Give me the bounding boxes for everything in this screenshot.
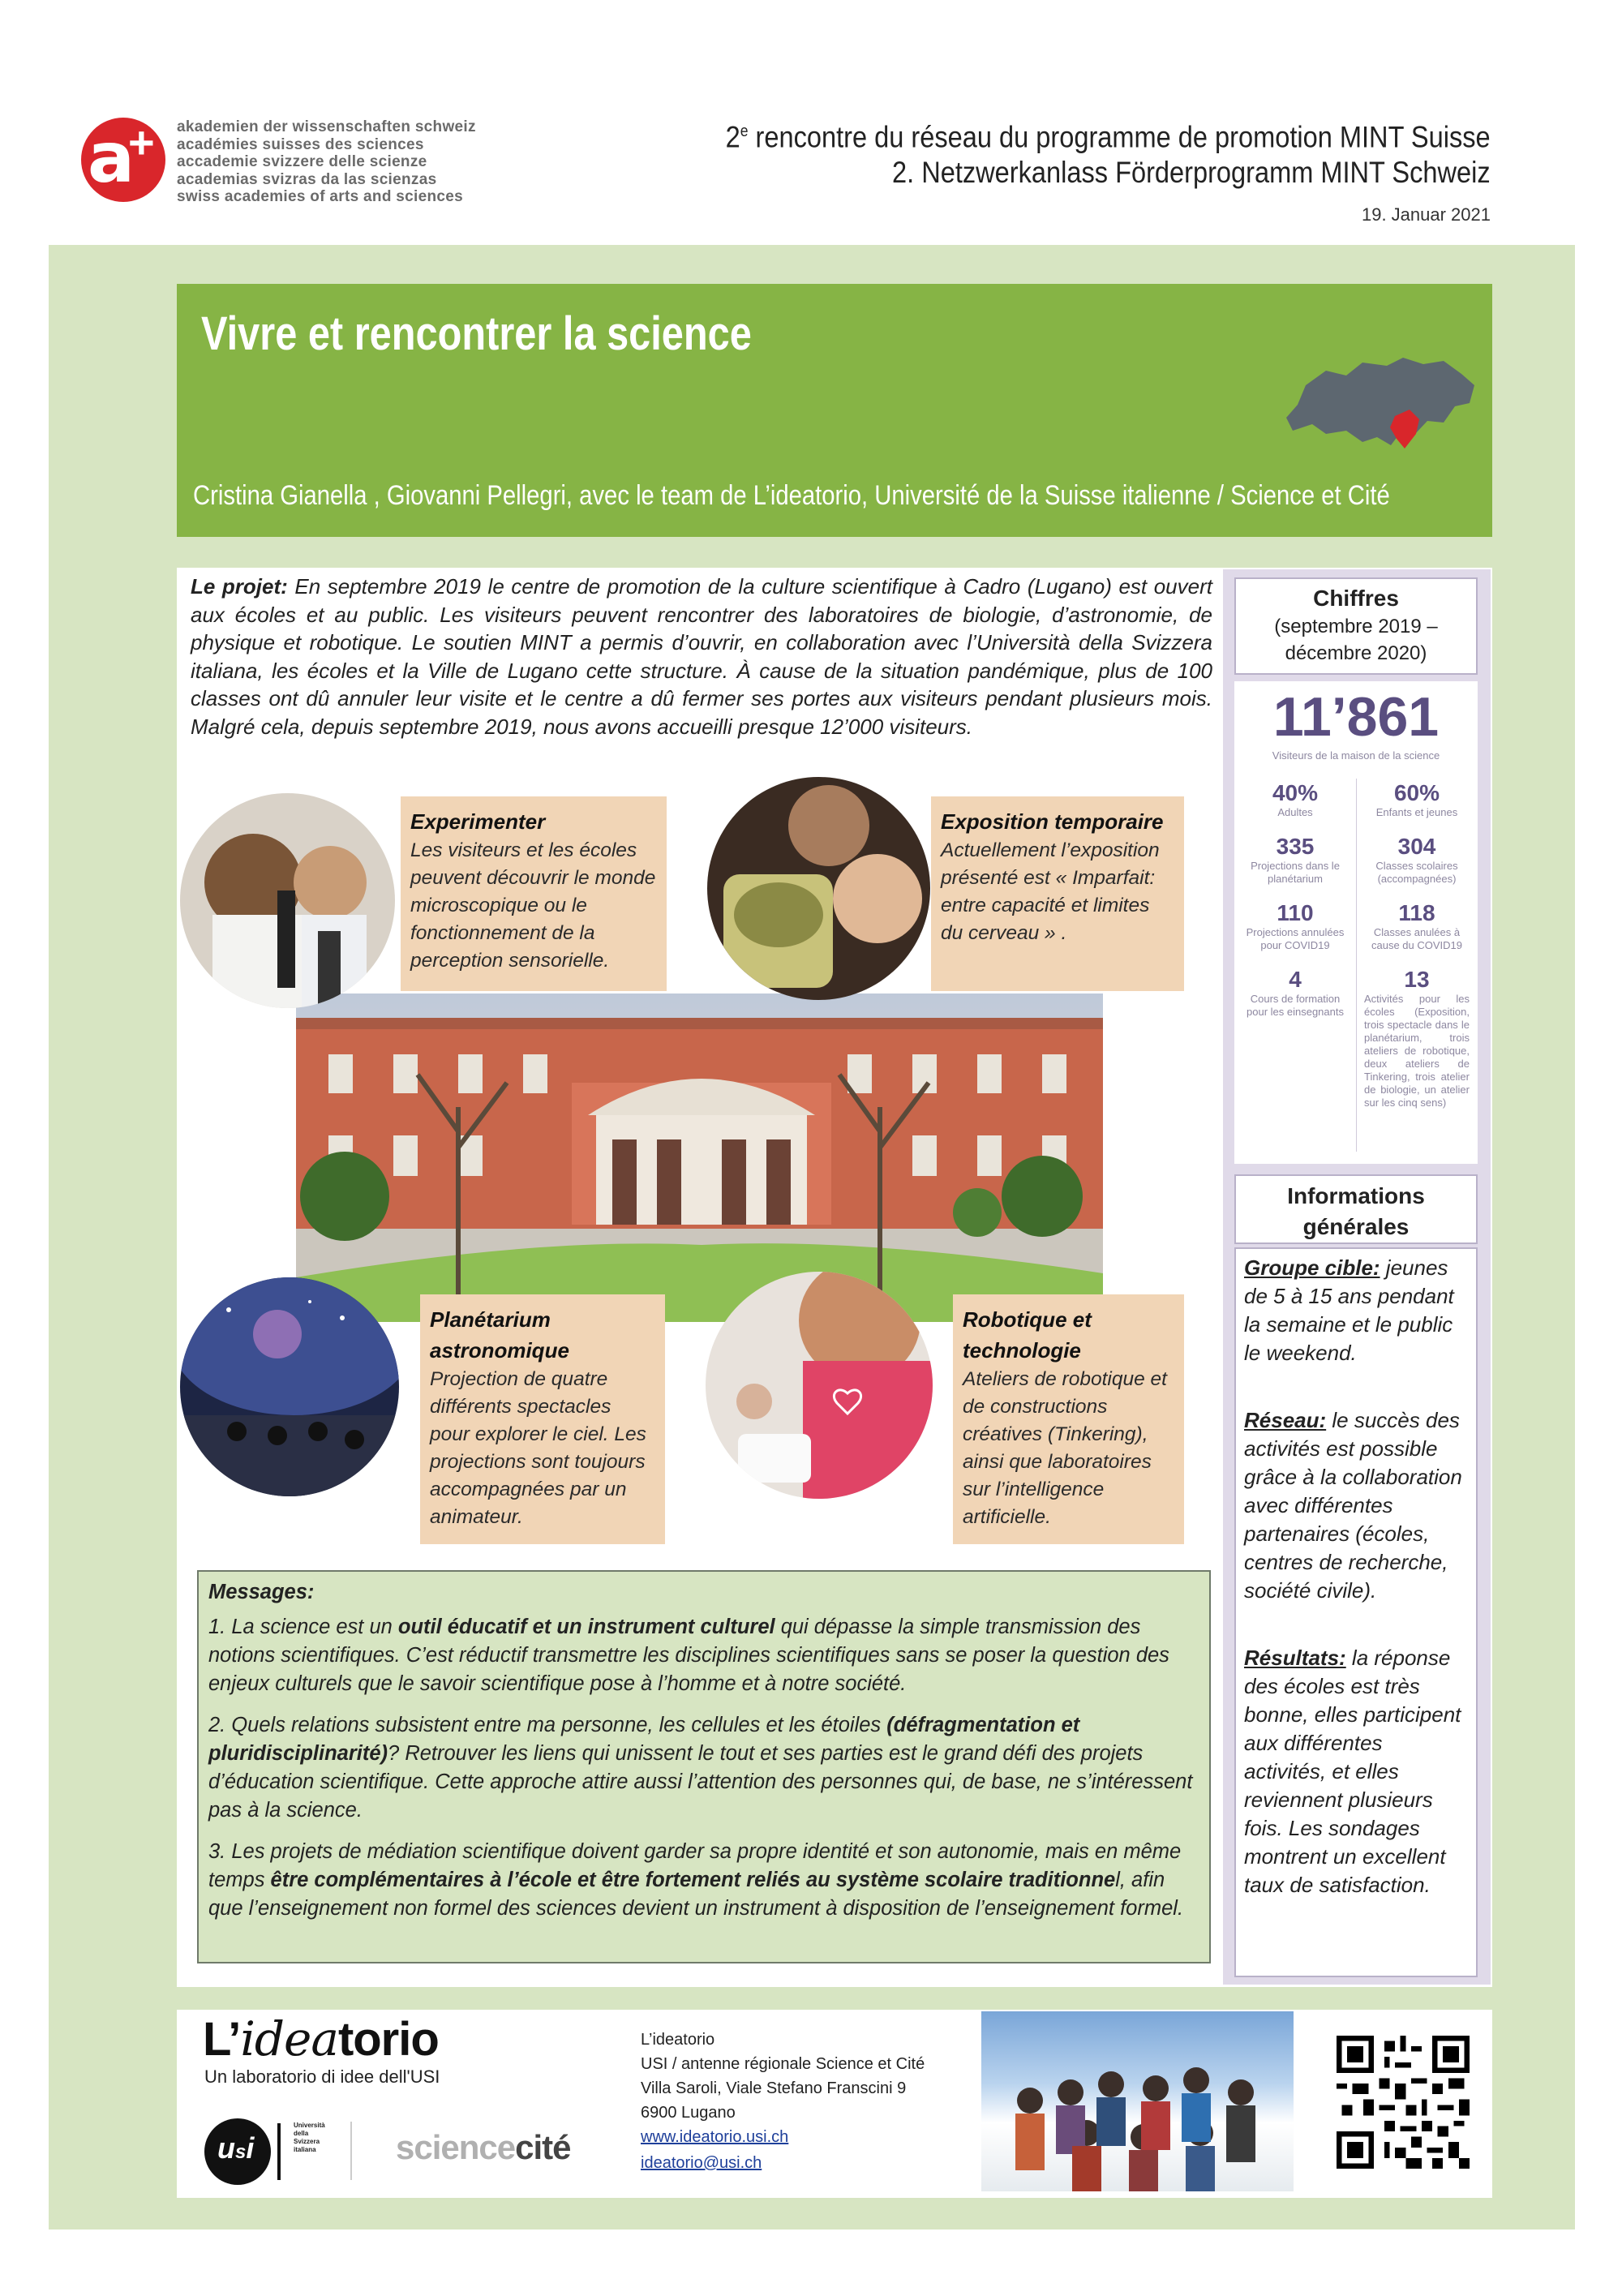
email-link[interactable]: ideatorio@usi.ch: [641, 2154, 762, 2172]
experimenter-photo: [180, 793, 395, 1008]
messages-title: Messages:: [208, 1581, 315, 1603]
project-description: [191, 573, 1212, 740]
stat-label: Enfants et jeunes: [1375, 806, 1458, 818]
address-line: 6900 Lugano: [641, 2104, 736, 2122]
robotique-title: Robotique et technologie: [963, 1307, 1092, 1363]
ideatorio-subtitle: Un laboratorio di idee dell'USI: [204, 2066, 440, 2087]
project-text: En septembre 2019 le centre de promotion de la culture scientifique à Cadro (Lugano) est ouvert aux écoles et au public. Les visiteurs peuvent rencontrer des laboratoires de biologie, d’astronomie, de physique et robotique. Le soutien MINT a permis d’ouvrir, en collaboration avec l’Università della Svizzera italiana, les écoles et la Ville de Lugano cette structure. À cause de la situation pandémique, plus de 100 classes ont dû annuler leur visite et le centre a dû fermer ses portes aux visiteurs pendant plusieurs mois. Malgré cela, depuis septembre 2019, nous avons accueilli presque 12’000 visiteurs.: [191, 574, 1212, 739]
stat-label: Cours de formation pour les einsegnants: [1247, 993, 1344, 1018]
chiffres-title: Chiffres: [1313, 586, 1399, 611]
stat-number: 304: [1397, 834, 1436, 859]
academies-name: accademie svizzere delle scienze: [177, 153, 427, 170]
message-text: 3. Les projets de médiation scientifique doivent garder sa propre identité et son autonomie, mais en même temps: [208, 1840, 1182, 1891]
conference-date: 19. Januar 2021: [1361, 204, 1491, 225]
logo-part: L’: [203, 2013, 241, 2066]
total-visitors-label: Visiteurs de la maison de la science: [1272, 749, 1440, 762]
academies-name: akademien der wissenschaften schweiz: [177, 118, 476, 135]
message-text: 1. La science est un: [208, 1616, 398, 1638]
logo-part: cité: [515, 2128, 571, 2166]
stat-number: 4: [1289, 967, 1302, 992]
stat-label: Classes anulées à cause du COVID19: [1371, 926, 1462, 951]
message-text: l, afin que l’enseignement non formel des sciences devient un instrument à disposition de l’enseignement formel.: [208, 1869, 1184, 1920]
stat-number: 40%: [1272, 780, 1319, 805]
exposition-photo: [707, 777, 930, 1000]
message-3: [208, 1838, 1199, 1923]
stat-cell: [1234, 780, 1356, 819]
usi-name-line: della: [294, 2130, 309, 2137]
usi-name-line: italiana: [294, 2146, 316, 2153]
academies-name: swiss academies of arts and sciences: [177, 188, 463, 205]
message-2: [208, 1711, 1199, 1825]
robotique-text: Ateliers de robotique et de constructions créatives (Tinkering), ainsi que laboratoires sur l’intelligence artificielle.: [963, 1368, 1167, 1528]
groupe-label: Groupe cible:: [1244, 1255, 1380, 1280]
info-groupe: [1244, 1254, 1470, 1367]
academies-logo-letter: a: [88, 118, 135, 199]
conf-sup: e: [740, 122, 749, 140]
stat-number: 118: [1398, 900, 1435, 925]
stat-cell: [1356, 891, 1478, 952]
exposition-text: Actuellement l’exposition présenté est « Imparfait: entre capacité et limites du cerveau » .: [941, 839, 1160, 944]
usi-name-line: Università: [294, 2122, 325, 2129]
message-1: [208, 1613, 1199, 1698]
message-emphasis: outil éducatif et un instrument culturel: [397, 1616, 775, 1638]
stat-cell: [1356, 957, 1478, 1109]
reseau-text: le succès des activités est possible grâce à la collaboration avec différentes partenaires (écoles, centres de recherche, société civile).: [1244, 1408, 1462, 1603]
chiffres-stats: [1234, 681, 1478, 1164]
contact-address: [641, 2028, 925, 2175]
stat-number: 13: [1404, 967, 1430, 992]
experimenter-title: Experimenter: [410, 809, 546, 834]
team-photo: [981, 2011, 1294, 2191]
stat-label: Classes scolaires (accompagnées): [1375, 860, 1458, 885]
usi-name-line: Svizzera: [294, 2138, 320, 2145]
stat-label: Projections dans le planétarium: [1251, 860, 1340, 885]
address-line: L’ideatorio: [641, 2031, 715, 2049]
footer-divider: [350, 2122, 352, 2180]
logo-part: idea: [240, 2011, 338, 2066]
stat-cell: [1356, 780, 1478, 819]
message-text: qui dépasse la simple transmission des notions scientifiques. C’est réductif transmettre les disciplines scientifiques sans se poser la question des enjeux culturels que le savoir scientifique pose à l’homme et à notre société.: [208, 1616, 1169, 1695]
building-photo: [296, 994, 1103, 1322]
academies-name: académies suisses des sciences: [177, 135, 424, 153]
stat-cell: [1234, 824, 1356, 886]
planetarium-photo: [180, 1277, 399, 1496]
info-header: [1234, 1174, 1478, 1244]
stat-cell: [1356, 824, 1478, 886]
info-title: Informations générales: [1287, 1183, 1425, 1239]
conference-title: [726, 114, 1491, 191]
planetarium-box: [420, 1294, 665, 1544]
switzerland-outline: [1286, 358, 1474, 445]
resultats-label: Résultats:: [1244, 1646, 1346, 1670]
message-text: 2. Quels relations subsistent entre ma personne, les cellules et les étoiles: [208, 1714, 887, 1736]
message-emphasis: (défragmentation et pluridisciplinarité): [208, 1714, 1080, 1765]
chiffres-header: [1234, 577, 1478, 675]
conf-line2: 2. Netzwerkanlass Förderprogramm MINT Schweiz: [892, 156, 1491, 190]
switzerland-map: [1281, 353, 1480, 474]
conf-num: 2: [725, 120, 741, 154]
conf-line1: rencontre du réseau du programme de promotion MINT Suisse: [748, 120, 1491, 154]
academies-names: [177, 118, 476, 206]
plus-icon: +: [128, 117, 155, 168]
ideatorio-logo: [203, 2011, 439, 2066]
info-reseau: [1244, 1406, 1470, 1605]
planetarium-title: Planétarium astronomique: [430, 1307, 569, 1363]
stat-number: 110: [1277, 900, 1314, 925]
info-resultats: [1244, 1644, 1470, 1899]
resultats-text: la réponse des écoles est très bonne, elles participent aux différentes activités, et elles reviennent plusieurs fois. Les sondages montrent un excellent taux de satisfaction.: [1244, 1646, 1461, 1897]
sciencecite-logo: [396, 2128, 571, 2167]
stat-label: Activités pour les écoles (Exposition, trois spectacle dans le planétarium, trois ateliers de robotique, deux ateliers de Tinkering, trois atelier de biologie, un atelier sur les cinq sens): [1364, 993, 1470, 1109]
logo-part: science: [396, 2128, 516, 2166]
stat-number: 60%: [1393, 780, 1440, 805]
planetarium-text: Projection de quatre différents spectacles pour explorer le ciel. Les projections sont toujours accompagnées par un animateur.: [430, 1368, 646, 1528]
chiffres-period: (septembre 2019 – décembre 2020): [1274, 616, 1438, 664]
stat-cell: [1234, 957, 1356, 1109]
exposition-title: Exposition temporaire: [941, 809, 1164, 834]
academies-name: academias svizras da las scienzas: [177, 170, 437, 188]
qr-code[interactable]: [1337, 2036, 1470, 2169]
usi-logo-letters: usi: [217, 2131, 255, 2165]
website-link[interactable]: www.ideatorio.usi.ch: [641, 2128, 789, 2146]
stat-label: Adultes: [1277, 806, 1313, 818]
usi-name: [294, 2122, 325, 2154]
experimenter-text: Les visiteurs et les écoles peuvent découvrir le monde microscopique ou le fonctionnement de la perception sensorielle.: [410, 839, 656, 972]
groupe-text: jeunes de 5 à 15 ans pendant la semaine et le public le weekend.: [1244, 1255, 1454, 1365]
robotique-box: [953, 1294, 1184, 1544]
address-line: USI / antenne régionale Science et Cité: [641, 2055, 925, 2073]
stat-label: Projections annulées pour COVID19: [1246, 926, 1345, 951]
stat-number: 335: [1276, 834, 1315, 859]
exposition-box: [931, 796, 1184, 991]
building-illustration: [296, 994, 1103, 1322]
team-illustration: [981, 2011, 1294, 2191]
usi-divider: [277, 2123, 281, 2180]
address-line: Villa Saroli, Viale Stefano Franscini 9: [641, 2079, 907, 2097]
stat-cell: [1234, 891, 1356, 952]
messages-box: [197, 1570, 1211, 1963]
poster-title: Vivre et rencontrer la science: [201, 307, 752, 360]
poster-authors: Cristina Gianella , Giovanni Pellegri, avec le team de L’ideatorio, Université de la Suisse italienne / Science et Cité: [193, 480, 1390, 511]
logo-part: torio: [337, 2013, 439, 2066]
info-body: [1234, 1247, 1478, 1977]
robotique-photo: [706, 1272, 933, 1499]
experimenter-box: [401, 796, 667, 991]
project-label: Le projet:: [191, 574, 288, 599]
reseau-label: Réseau:: [1244, 1408, 1327, 1432]
stats-grid: [1234, 780, 1478, 1109]
message-text: ? Retrouver les liens qui unissent le tout et ses parties est le grand défi des projets d’éducation scientifique. Cette approche attire aussi l’attention des personnes qui, de base, ne s’intéressent pas à la science.: [208, 1742, 1193, 1822]
total-visitors: 11’861: [1272, 686, 1440, 748]
message-emphasis: être complémentaires à l’école et être fortement reliés au système scolaire traditionne: [270, 1869, 1116, 1891]
